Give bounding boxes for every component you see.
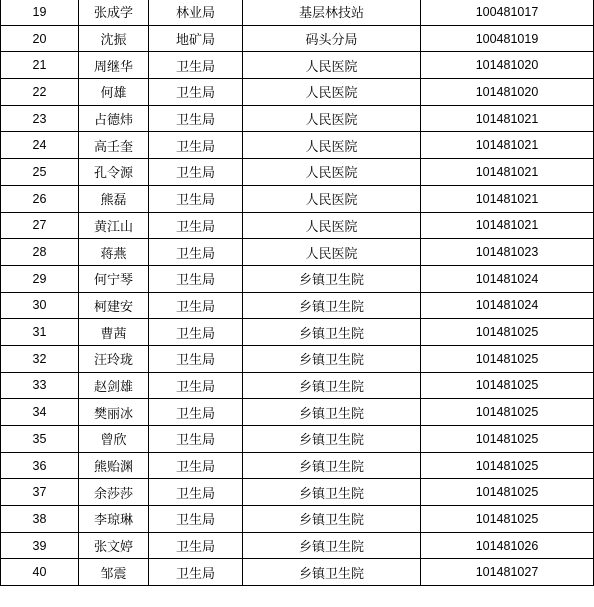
person-name-cell: 张成学 [79,0,149,25]
position-code-cell: 101481021 [421,212,594,239]
department-cell: 卫生局 [149,506,243,533]
table-row [1,532,594,559]
position-code-cell: 101481027 [421,559,594,586]
person-name-cell: 黄江山 [79,212,149,239]
position-code-cell: 101481021 [421,159,594,186]
row-number-cell: 27 [1,212,79,239]
row-number-cell: 31 [1,319,79,346]
row-number-cell: 23 [1,105,79,132]
person-name-cell: 高壬奎 [79,132,149,159]
person-name-cell: 蒋燕 [79,239,149,266]
department-cell: 卫生局 [149,292,243,319]
person-name-cell: 曹茜 [79,319,149,346]
position-code-cell: 101481024 [421,292,594,319]
person-name-cell: 曾欣 [79,426,149,453]
row-number-cell: 26 [1,185,79,212]
work-unit-cell: 人民医院 [243,52,421,79]
row-number-cell: 33 [1,372,79,399]
table-row [1,185,594,212]
person-name-cell: 沈振 [79,25,149,52]
work-unit-cell: 乡镇卫生院 [243,559,421,586]
department-cell: 卫生局 [149,79,243,106]
row-number-cell: 40 [1,559,79,586]
department-cell: 卫生局 [149,159,243,186]
person-name-cell: 赵剑雄 [79,372,149,399]
work-unit-cell: 乡镇卫生院 [243,265,421,292]
row-number-cell: 19 [1,0,79,25]
position-code-cell: 101481023 [421,239,594,266]
row-number-cell: 24 [1,132,79,159]
row-number-cell: 25 [1,159,79,186]
work-unit-cell: 乡镇卫生院 [243,479,421,506]
position-code-cell: 101481025 [421,452,594,479]
work-unit-cell: 人民医院 [243,105,421,132]
department-cell: 卫生局 [149,239,243,266]
table-row [1,345,594,372]
work-unit-cell: 人民医院 [243,159,421,186]
work-unit-cell: 乡镇卫生院 [243,426,421,453]
work-unit-cell: 人民医院 [243,132,421,159]
department-cell: 卫生局 [149,212,243,239]
table-row [1,79,594,106]
position-code-cell: 100481017 [421,0,594,25]
position-code-cell: 101481025 [421,426,594,453]
department-cell: 卫生局 [149,265,243,292]
person-name-cell: 汪玲珑 [79,345,149,372]
row-number-cell: 39 [1,532,79,559]
department-cell: 卫生局 [149,185,243,212]
person-name-cell: 熊贻渊 [79,452,149,479]
department-cell: 卫生局 [149,319,243,346]
position-code-cell: 101481025 [421,345,594,372]
person-name-cell: 熊磊 [79,185,149,212]
person-name-cell: 余莎莎 [79,479,149,506]
department-cell: 林业局 [149,0,243,25]
work-unit-cell: 基层林技站 [243,0,421,25]
position-code-cell: 101481025 [421,319,594,346]
table-row [1,372,594,399]
row-number-cell: 30 [1,292,79,319]
position-code-cell: 101481021 [421,132,594,159]
position-code-cell: 101481021 [421,185,594,212]
position-code-cell: 101481024 [421,265,594,292]
person-name-cell: 樊丽冰 [79,399,149,426]
position-code-cell: 101481021 [421,105,594,132]
row-number-cell: 29 [1,265,79,292]
work-unit-cell: 乡镇卫生院 [243,319,421,346]
table-body [1,0,594,586]
row-number-cell: 34 [1,399,79,426]
department-cell: 卫生局 [149,426,243,453]
department-cell: 地矿局 [149,25,243,52]
table-row [1,479,594,506]
department-cell: 卫生局 [149,52,243,79]
person-name-cell: 孔令源 [79,159,149,186]
department-cell: 卫生局 [149,532,243,559]
department-cell: 卫生局 [149,372,243,399]
table-row [1,506,594,533]
table-row [1,426,594,453]
position-code-cell: 101481025 [421,399,594,426]
person-name-cell: 张文婷 [79,532,149,559]
work-unit-cell: 乡镇卫生院 [243,399,421,426]
department-cell: 卫生局 [149,132,243,159]
table-row [1,319,594,346]
row-number-cell: 20 [1,25,79,52]
work-unit-cell: 乡镇卫生院 [243,345,421,372]
work-unit-cell: 乡镇卫生院 [243,506,421,533]
person-name-cell: 何宁琴 [79,265,149,292]
table-row [1,265,594,292]
position-code-cell: 100481019 [421,25,594,52]
position-code-cell: 101481025 [421,372,594,399]
table-row [1,105,594,132]
person-name-cell: 李琼琳 [79,506,149,533]
person-name-cell: 柯建安 [79,292,149,319]
position-code-cell: 101481020 [421,52,594,79]
row-number-cell: 32 [1,345,79,372]
table-row [1,132,594,159]
work-unit-cell: 码头分局 [243,25,421,52]
position-code-cell: 101481025 [421,506,594,533]
person-name-cell: 邹震 [79,559,149,586]
work-unit-cell: 乡镇卫生院 [243,372,421,399]
person-name-cell: 周继华 [79,52,149,79]
table-row [1,239,594,266]
person-name-cell: 占德炜 [79,105,149,132]
work-unit-cell: 乡镇卫生院 [243,452,421,479]
department-cell: 卫生局 [149,559,243,586]
row-number-cell: 37 [1,479,79,506]
position-code-cell: 101481026 [421,532,594,559]
table-row [1,452,594,479]
table-row [1,212,594,239]
position-code-cell: 101481020 [421,79,594,106]
row-number-cell: 21 [1,52,79,79]
table-row [1,25,594,52]
row-number-cell: 35 [1,426,79,453]
row-number-cell: 28 [1,239,79,266]
row-number-cell: 38 [1,506,79,533]
table-row [1,52,594,79]
person-name-cell: 何雄 [79,79,149,106]
work-unit-cell: 人民医院 [243,212,421,239]
department-cell: 卫生局 [149,345,243,372]
table-row [1,0,594,25]
work-unit-cell: 乡镇卫生院 [243,292,421,319]
table-row [1,292,594,319]
department-cell: 卫生局 [149,399,243,426]
work-unit-cell: 乡镇卫生院 [243,532,421,559]
work-unit-cell: 人民医院 [243,79,421,106]
table-row [1,159,594,186]
work-unit-cell: 人民医院 [243,185,421,212]
work-unit-cell: 人民医院 [243,239,421,266]
row-number-cell: 22 [1,79,79,106]
department-cell: 卫生局 [149,452,243,479]
department-cell: 卫生局 [149,479,243,506]
table-row [1,399,594,426]
department-cell: 卫生局 [149,105,243,132]
row-number-cell: 36 [1,452,79,479]
table-row [1,559,594,586]
position-code-cell: 101481025 [421,479,594,506]
